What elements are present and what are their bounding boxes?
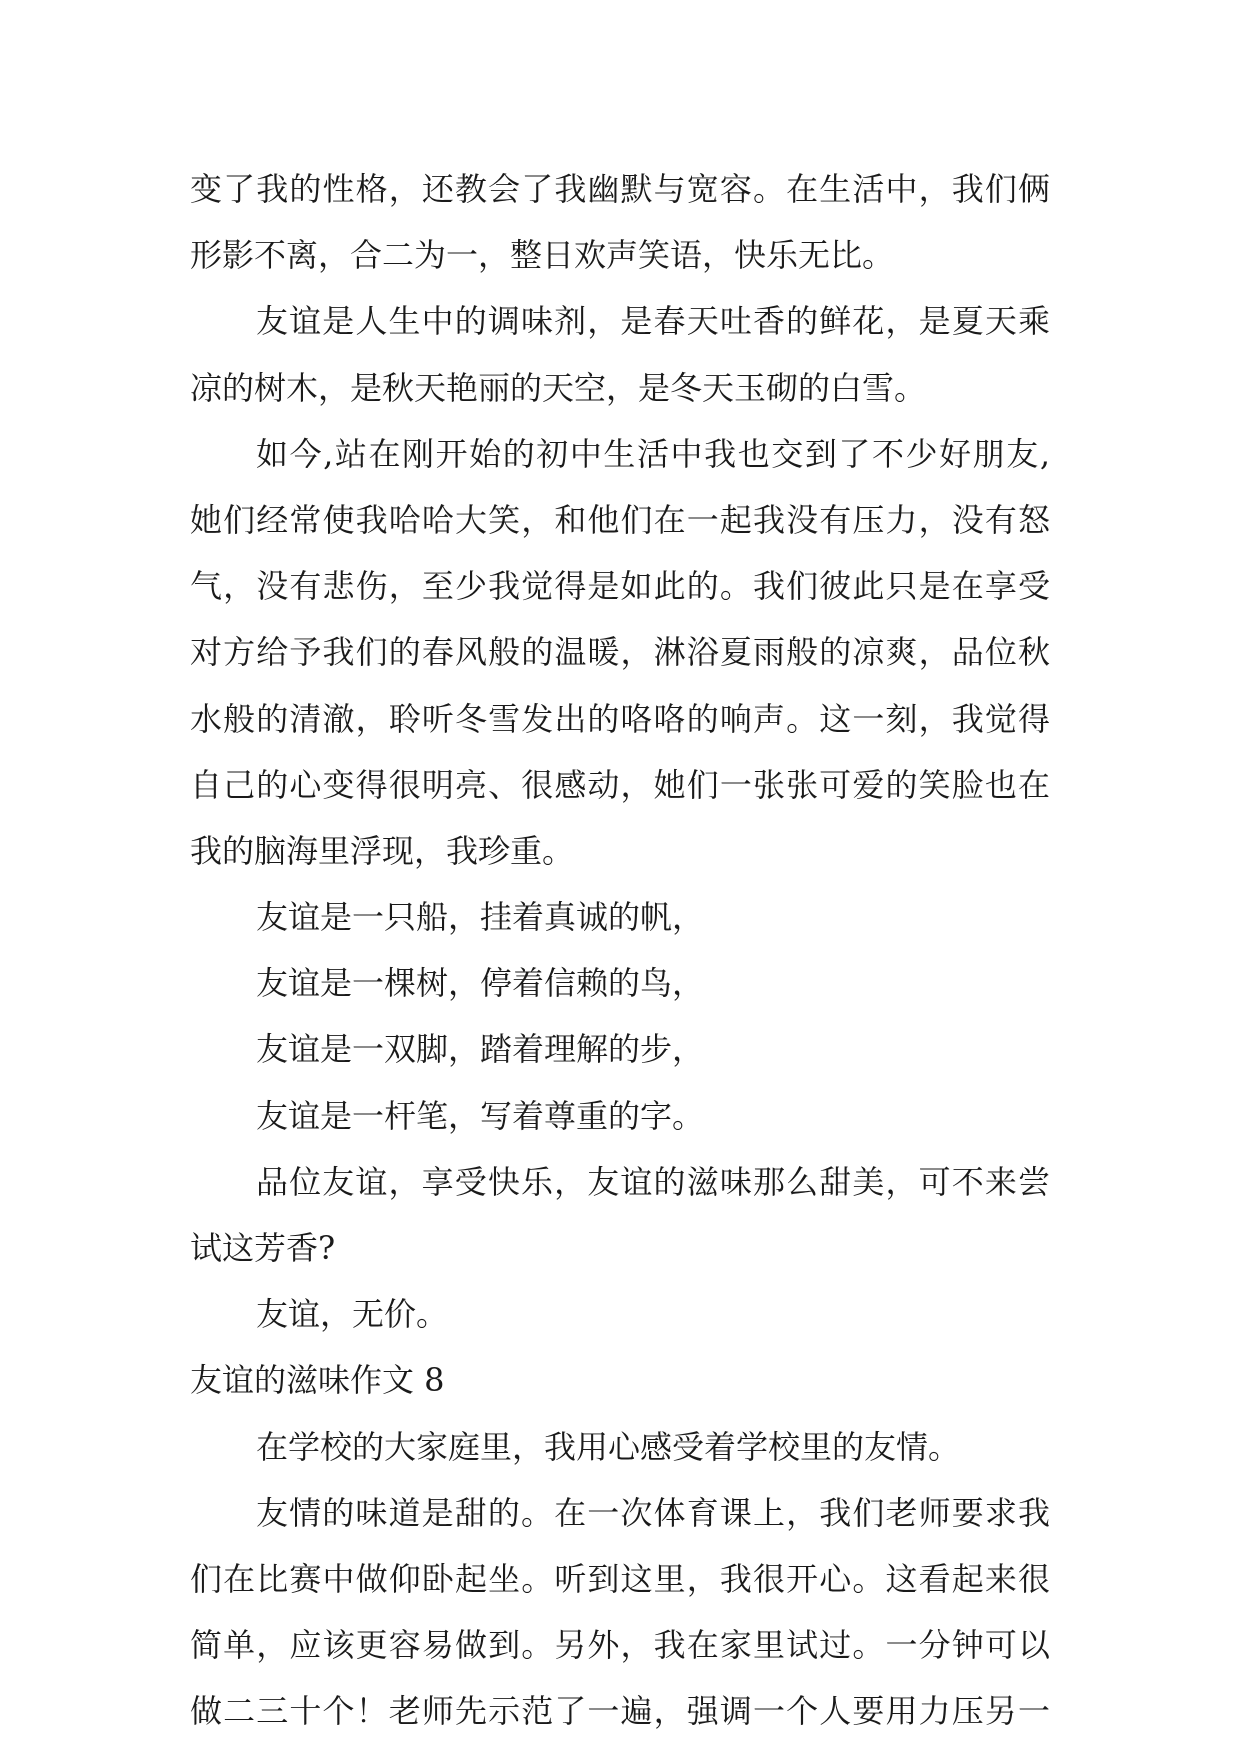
paragraph-line: 们在比赛中做仰卧起坐。听到这里，我很开心。这看起来很 — [190, 1559, 1050, 1598]
paragraph-line: 我的脑海里浮现，我珍重。 — [190, 831, 575, 870]
paragraph-line: 气，没有悲伤，至少我觉得是如此的。我们彼此只是在享受 — [190, 567, 1050, 606]
paragraph-line: 变了我的性格，还教会了我幽默与宽容。在生活中，我们俩 — [190, 170, 1050, 208]
paragraph-line: 在学校的大家庭里，我用心感受着学校里的友情。 — [256, 1427, 961, 1466]
paragraph — [190, 1083, 1050, 1149]
paragraph — [190, 1281, 1050, 1347]
paragraph-line: 凉的树木，是秋天艳丽的天空，是冬天玉砌的白雪。 — [190, 368, 927, 407]
paragraph-line: 如今,站在刚开始的初中生活中我也交到了不少好朋友, — [256, 434, 1050, 473]
paragraph-line: 她们经常使我哈哈大笑，和他们在一起我没有压力，没有怒 — [190, 500, 1050, 539]
paragraph-line: 友谊是一双脚，踏着理解的步， — [256, 1030, 705, 1069]
paragraph — [190, 1414, 1050, 1480]
paragraph-line: 友情的味道是甜的。在一次体育课上，我们老师要求我 — [256, 1493, 1050, 1532]
heading-text: 友谊的滋味作文 8 — [190, 1361, 445, 1400]
section-heading — [190, 1347, 1050, 1413]
paragraph-line: 对方给予我们的春风般的温暖，淋浴夏雨般的凉爽，品位秋 — [190, 633, 1050, 672]
paragraph-line: 水般的清澈，聆听冬雪发出的咯咯的响声。这一刻，我觉得 — [190, 699, 1050, 738]
paragraph — [190, 421, 1050, 884]
paragraph — [190, 950, 1050, 1016]
paragraph — [190, 156, 1050, 288]
paragraph-line: 友谊是一棵树，停着信赖的鸟， — [256, 964, 705, 1003]
paragraph — [190, 884, 1050, 950]
paragraph — [190, 1149, 1050, 1281]
paragraph-line: 友谊是一只船，挂着真诚的帆， — [256, 898, 705, 937]
paragraph — [190, 1016, 1050, 1082]
paragraph-line: 形影不离，合二为一，整日欢声笑语，快乐无比。 — [190, 236, 895, 275]
paragraph-line: 友谊，无价。 — [256, 1295, 449, 1334]
paragraph-line: 自己的心变得很明亮、很感动，她们一张张可爱的笑脸也在 — [190, 765, 1050, 804]
paragraph-line: 做二三十个！老师先示范了一遍，强调一个人要用力压另一 — [190, 1692, 1050, 1731]
paragraph-line: 友谊是一杆笔，写着尊重的字。 — [256, 1096, 705, 1135]
paragraph — [190, 1480, 1050, 1745]
paragraph-line: 简单，应该更容易做到。另外，我在家里试过。一分钟可以 — [190, 1626, 1050, 1665]
paragraph-line: 友谊是人生中的调味剂，是春天吐香的鲜花，是夏天乘 — [256, 302, 1050, 341]
document-body — [190, 156, 1050, 1745]
paragraph-line: 品位友谊，享受快乐，友谊的滋味那么甜美，可不来尝 — [256, 1162, 1050, 1201]
paragraph — [190, 288, 1050, 420]
paragraph-line: 试这芳香? — [190, 1229, 336, 1267]
